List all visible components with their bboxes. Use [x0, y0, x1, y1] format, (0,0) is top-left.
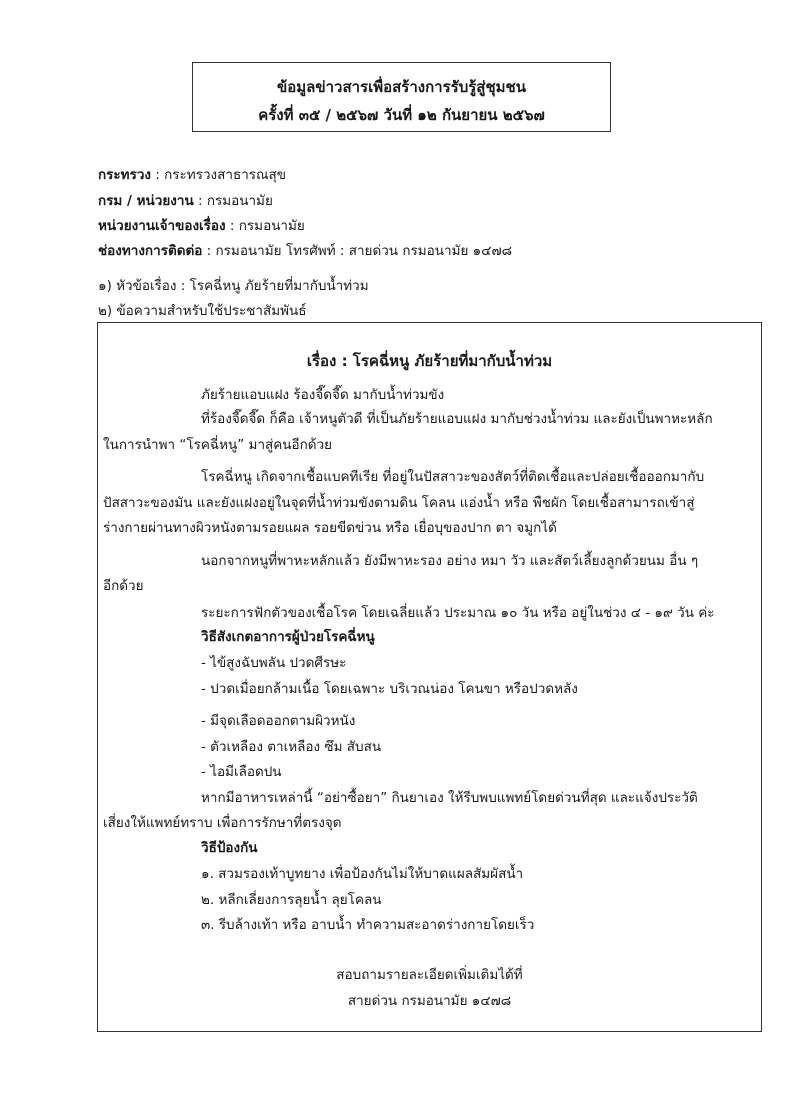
meta-ministry-label: กระทรวง [98, 167, 151, 183]
meta-contact-label: ช่องทางการติดต่อ [98, 243, 203, 259]
symptom-item: - มีจุดเลือดออกตามผิวหนัง [201, 713, 356, 729]
item-message: ๒) ข้อความสำหรับใช้ประชาสัมพันธ์ [98, 303, 307, 319]
document-header-box [192, 62, 611, 132]
paragraph-5: ระยะการฟักตัวของเชื้อโรค โดยเฉลี่ยแล้ว ประมาณ ๑๐ วัน หรือ อยู่ในช่วง ๔ - ๑๙ วัน ค่ะ [201, 605, 715, 621]
warning-line-1: หากมีอาหารเหล่านี้ “อย่าซื้อยา” กินยาเอง ให้รีบพบแพทย์โดยด่วนที่สุด และแจ้งประวัติ [201, 790, 698, 806]
paragraph-1: ภัยร้ายแอบแฝง ร้องจี๊ดจี๊ด มากับน้ำท่วมขัง [201, 387, 445, 403]
paragraph-3-line-2: ปัสสาวะของมัน และยังแฝงอยู่ในจุดที่น้ำท่วมขังตามดิน โคลน แอ่งน้ำ หรือ พืชผัก โดยเชื้อสามารถเข้าสู่ [103, 495, 695, 511]
paragraph-4-line-2: อีกด้วย [103, 578, 144, 594]
warning-line-2: เสี่ยงให้แพทย์ทราบ เพื่อการรักษาที่ตรงจุด [103, 815, 342, 831]
item-topic: ๑) หัวข้อเรื่อง : โรคฉี่หนู ภัยร้ายที่มากับน้ำท่วม [98, 278, 369, 294]
paragraph-3-line-3: ร่างกายผ่านทางผิวหนังตามรอยแผล รอยขีดข่วน หรือ เยื่อบุของปาก ตา จมูกได้ [103, 520, 557, 536]
prevention-item: ๑. สวมรองเท้าบูทยาง เพื่อป้องกันไม่ให้บาดแผลสัมผัสน้ำ [201, 866, 524, 882]
prevention-item: ๒. หลีกเลี่ยงการลุยน้ำ ลุยโคลน [201, 892, 382, 908]
paragraph-4-line-1: นอกจากหนูที่พาหะหลักแล้ว ยังมีพาหะรอง อย่าง หมา วัว และสัตว์เลี้ยงลูกด้วยนม อื่น ๆ [201, 553, 699, 569]
symptom-item: - ตัวเหลือง ตาเหลือง ซึม สับสน [201, 739, 382, 755]
paragraph-3-line-1: โรคฉี่หนู เกิดจากเชื้อแบคทีเรีย ที่อยู่ในปัสสาวะของสัตว์ที่ติดเชื้อและปล่อยเชื้อออกมากับ [201, 469, 705, 485]
content-title: เรื่อง : โรคฉี่หนู ภัยร้ายที่มากับน้ำท่วม [306, 352, 553, 370]
header-issue-date: ครั้งที่ ๓๕ / ๒๕๖๗ วันที่ ๑๒ กันยายน ๒๕๖๗ [258, 106, 545, 124]
content-box [97, 322, 762, 1032]
footer-hotline: สายด่วน กรมอนามัย ๑๔๗๘ [347, 993, 512, 1009]
symptoms-heading: วิธีสังเกตอาการผู้ป่วยโรคฉี่หนู [201, 629, 375, 645]
symptom-item: - ไข้สูงฉับพลัน ปวดศีรษะ [201, 655, 347, 671]
header-title: ข้อมูลข่าวสารเพื่อสร้างการรับรู้สู่ชุมชน [277, 78, 526, 96]
meta-contact-value: : กรมอนามัย โทรศัพท์ : สายด่วน กรมอนามัย ๑๔๗๘ [202, 243, 513, 259]
meta-department-value: : กรมอนามัย [193, 193, 273, 209]
meta-ministry [98, 163, 286, 185]
meta-owner [98, 214, 305, 236]
symptom-item: - ปวดเมื่อยกล้ามเนื้อ โดยเฉพาะ บริเวณน่อง โคนขา หรือปวดหลัง [201, 681, 578, 697]
meta-ministry-value: : กระทรวงสาธารณสุข [151, 167, 287, 183]
meta-contact [98, 239, 512, 261]
paragraph-2-line-2: ในการนำพา “โรคฉี่หนู” มาสู่คนอีกด้วย [103, 437, 333, 453]
symptom-item: - ไอมีเลือดปน [201, 764, 282, 780]
prevention-item: ๓. รีบล้างเท้า หรือ อาบน้ำ ทำความสะอาดร่างกายโดยเร็ว [201, 917, 535, 933]
meta-owner-value: : กรมอนามัย [225, 218, 305, 234]
prevention-heading: วิธีป้องกัน [201, 840, 258, 856]
footer-inquiry: สอบถามรายละเอียดเพิ่มเติมได้ที่ [336, 967, 523, 983]
meta-department-label: กรม / หน่วยงาน [98, 193, 194, 209]
paragraph-2-line-1: ที่ร้องจี๊ดจี๊ด ก็คือ เจ้าหนูตัวดี ที่เป็นภัยร้ายแอบแฝง มากับช่วงน้ำท่วม และยังเป็นพาหะหลัก [201, 411, 713, 427]
meta-owner-label: หน่วยงานเจ้าของเรื่อง [98, 218, 226, 234]
meta-department [98, 189, 273, 211]
